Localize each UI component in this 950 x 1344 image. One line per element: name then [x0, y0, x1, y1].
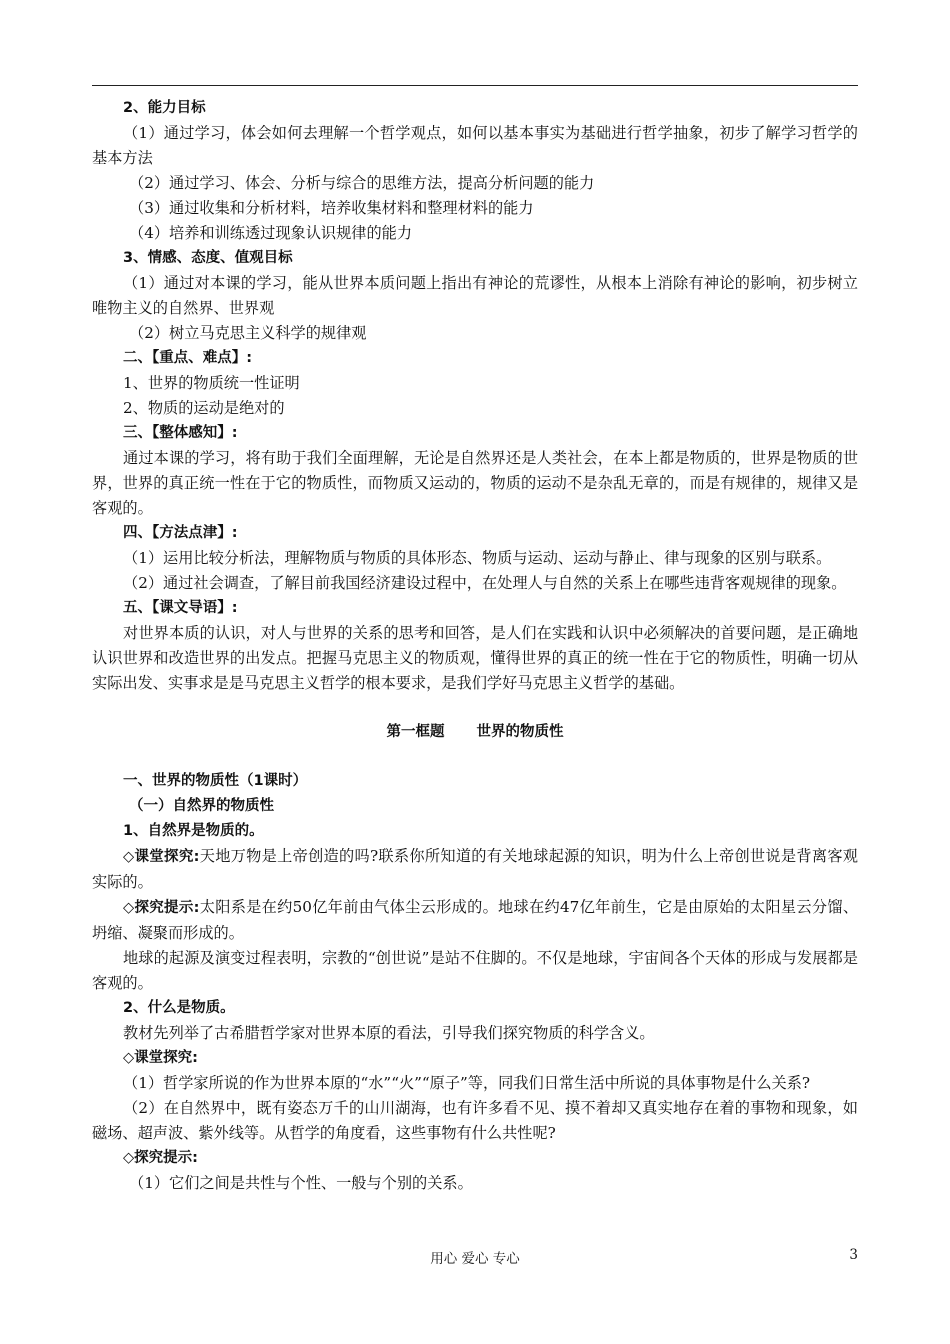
- label: ◇探究提示:: [123, 900, 200, 916]
- paragraph: （1）通过对本课的学习，能从世界本质问题上指出有神论的荒谬性，从根本上消除有神论的影响，初步树立唯物主义的自然界、世界观: [92, 274, 858, 317]
- paragraph: （2）通过社会调查，了解目前我国经济建设过程中，在处理人与自然的关系上在哪些违背客观规律的现象。: [123, 574, 847, 592]
- paragraph: 通过本课的学习，将有助于我们全面理解，无论是自然界还是人类社会，在本上都是物质的，世界是物质的世界，世界的真正统一性在于它的物质性，而物质又运动的，物质的运动不是杂乱无章的，而是有规律的，规律又是客观的。: [92, 449, 858, 517]
- chapter-title-part: 第一框题: [386, 724, 445, 740]
- section-heading: 四、【方法点津】:: [123, 525, 238, 541]
- section-heading: ◇探究提示:: [123, 1150, 198, 1166]
- chapter-title: [92, 720, 858, 745]
- section-heading: 1、自然界是物质的。: [123, 823, 264, 839]
- header-rule: [92, 85, 858, 86]
- paragraph-text: 太阳系是在约50亿年前由气体尘云形成的。地球在约47亿年前生，它是由原始的太阳星云分馏、坍缩、凝聚而形成的。: [92, 898, 859, 942]
- paragraph: 2、物质的运动是绝对的: [123, 399, 285, 417]
- document-body: [92, 96, 858, 1196]
- paragraph: 对世界本质的认识，对人与世界的关系的思考和回答，是人们在实践和认识中必须解决的首要问题，是正确地认识世界和改造世界的出发点。把握马克思主义的物质观，懂得世界的真正的统一性在于它的物质性，明确一切从实际出发、实事求是是马克思主义哲学的根本要求，是我们学好马克思主义哲学的基础。: [92, 624, 858, 692]
- paragraph: （4）培养和训练透过现象认识规律的能力: [129, 224, 413, 242]
- paragraph-text: 天地万物是上帝创造的吗?联系你所知道的有关地球起源的知识，明为什么上帝创世说是背离客观实际的。: [92, 847, 858, 891]
- paragraph: 地球的起源及演变过程表明，宗教的“创世说”是站不住脚的。不仅是地球，宇宙间各个天体的形成与发展都是客观的。: [92, 949, 858, 992]
- section-heading: 五、【课文导语】:: [123, 600, 238, 616]
- section-heading: 二、【重点、难点】:: [123, 350, 253, 366]
- paragraph: （3）通过收集和分析材料，培养收集材料和整理材料的能力: [129, 199, 534, 217]
- chapter-title-part: 世界的物质性: [476, 724, 564, 740]
- paragraph: （1）运用比较分析法，理解物质与物质的具体形态、物质与运动、运动与静止、律与现象的区别与联系。: [123, 549, 832, 567]
- section-heading: 一、世界的物质性（1课时）: [123, 773, 308, 789]
- paragraph: [92, 844, 858, 895]
- paragraph: 教材先列举了古希腊哲学家对世界本原的看法，引导我们探究物质的科学含义。: [123, 1024, 655, 1042]
- footer-slogan: 用心 爱心 专心: [430, 1251, 520, 1267]
- section-heading: （一）自然界的物质性: [129, 798, 274, 814]
- section-heading: 2、什么是物质。: [123, 1000, 235, 1016]
- paragraph: [92, 895, 858, 946]
- section-heading: 3、情感、态度、值观目标: [123, 250, 293, 266]
- paragraph: 1、世界的物质统一性证明: [123, 374, 300, 392]
- paragraph: （2）通过学习、体会、分析与综合的思维方法，提高分析问题的能力: [129, 174, 595, 192]
- section-heading: ◇课堂探究:: [123, 1050, 198, 1066]
- label: ◇课堂探究:: [123, 849, 200, 865]
- paragraph: （1）通过学习，体会如何去理解一个哲学观点，如何以基本事实为基础进行哲学抽象，初步了解学习哲学的基本方法: [92, 124, 858, 167]
- paragraph: （2）在自然界中，既有姿态万千的山川湖海，也有许多看不见、摸不着却又真实地存在着的事物和现象，如磁场、超声波、紫外线等。从哲学的角度看，这些事物有什么共性呢?: [92, 1099, 858, 1142]
- page-number: 3: [849, 1247, 858, 1263]
- paragraph: （1）哲学家所说的作为世界本原的“水”“火”“原子”等，同我们日常生活中所说的具体事物是什么关系?: [123, 1074, 811, 1092]
- paragraph: （1）它们之间是共性与个性、一般与个别的关系。: [129, 1174, 473, 1192]
- paragraph: （2）树立马克思主义科学的规律观: [129, 324, 367, 342]
- section-heading: 2、能力目标: [123, 100, 206, 116]
- section-heading: 三、【整体感知】:: [123, 425, 238, 441]
